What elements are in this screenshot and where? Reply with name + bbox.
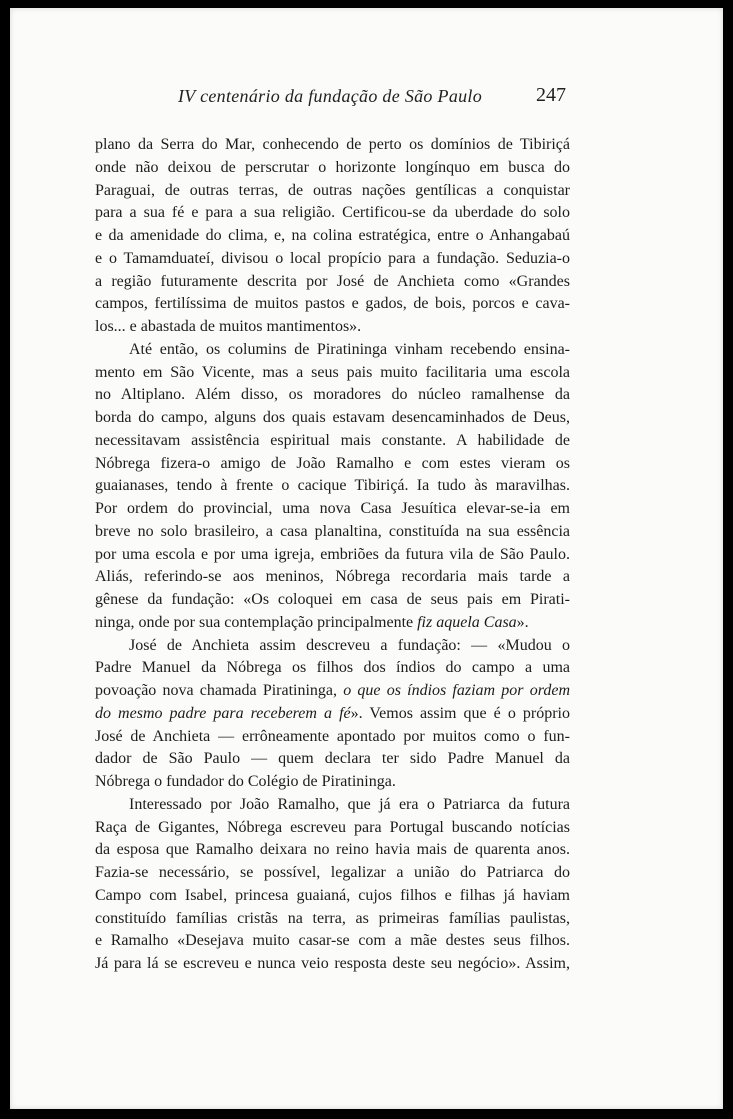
text-line: los... e abastada de muitos mantimentos».	[95, 318, 362, 335]
running-title: IV centenário da fundação de São Paulo	[178, 86, 483, 106]
text-line: a região futuramente descrita por José de Anchieta como «Grandes	[95, 272, 570, 290]
paragraph-start-line: José de Anchieta assim descreveu a fundação: — «Mudou o	[129, 636, 570, 654]
text-line: Padre Manuel da Nóbrega os filhos dos índios do campo a uma	[95, 659, 570, 677]
text-line: ninga, onde por sua contemplação principalmente fiz aquela Casa».	[95, 613, 529, 631]
text-line: Raça de Gigantes, Nóbrega escreveu para Portugal buscando notícias	[95, 818, 570, 836]
text-line: povoação nova chamada Piratininga, o que os índios faziam por ordem	[95, 682, 571, 699]
text-line: guaianases, tendo à frente o cacique Tibiriçá. Ia tudo às maravilhas.	[95, 477, 570, 495]
text-line: onde não deixou de perscrutar o horizonte longínquo em busca do	[95, 158, 570, 176]
text-line: do mesmo padre para receberem a fé». Vemos assim que é o próprio	[95, 704, 570, 722]
text-line: Aliás, referindo-se aos meninos, Nóbrega recordaria mais tarde a	[95, 568, 570, 586]
text-line: Campo com Isabel, princesa guaianá, cujos filhos e filhas já haviam	[95, 886, 570, 904]
text-line: Fazia-se necessário, se possível, legalizar a união do Patriarca do	[95, 864, 570, 881]
text-line: no Altiplano. Além disso, os moradores do núcleo ramalhense da	[95, 386, 570, 404]
italic-quote: fiz aquela Casa	[417, 613, 517, 631]
text-line: da esposa que Ramalho deixara no reino havia mais de quarenta anos.	[95, 841, 570, 859]
italic-quote: o que os índios faziam por ordem	[343, 682, 571, 699]
text-line: por uma escola e por uma igreja, embriões da futura vila de São Paulo.	[95, 545, 570, 563]
text-line: José de Anchieta — errôneamente apontado por muitos como o fun-	[95, 727, 570, 745]
text-line: Paraguai, de outras terras, de outras nações gentílicas a conquistar	[95, 181, 570, 199]
page-number: 247	[536, 84, 566, 106]
text-line: gênese da fundação: «Os coloquei em casa de seus pais em Pirati-	[95, 591, 570, 608]
text-line: Nóbrega o fundador do Colégio de Piratininga.	[95, 773, 396, 790]
text-line: e Ramalho «Desejava muito casar-se com a mãe destes seus filhos.	[95, 932, 570, 950]
text-line: breve no solo brasileiro, a casa planaltina, constituída na sua essência	[95, 522, 570, 540]
book-page	[10, 8, 723, 1109]
text-line: Nóbrega fizera-o amigo de João Ramalho e com estes vieram os	[95, 454, 570, 472]
text-line: borda do campo, alguns dos quais estavam desencaminhados de Deus,	[95, 409, 570, 426]
text-line: e da amenidade do clima, e, na colina estratégica, entre o Anhangabaú	[95, 227, 570, 244]
text-line: dador de São Paulo — quem declara ter sido Padre Manuel da	[95, 750, 570, 768]
page-header	[10, 84, 723, 108]
text-line: mento em São Vicente, mas a seus pais muito facilitaria uma escola	[95, 363, 570, 381]
text-line: necessitavam assistência espiritual mais constante. A habilidade de	[95, 431, 570, 449]
text-line: Por ordem do provincial, uma nova Casa Jesuítica elevar-se-ia em	[95, 500, 570, 517]
text-line: Já para lá se escreveu e nunca veio resposta deste seu negócio». Assim,	[95, 955, 570, 972]
text-line: campos, fertilíssima de muitos pastos e gados, de bois, porcos e cava-	[95, 295, 570, 313]
text-line: plano da Serra do Mar, conhecendo de perto os domínios de Tibiriçá	[95, 136, 570, 153]
italic-quote: do mesmo padre para receberem a fé	[95, 704, 351, 722]
text-line: para a sua fé e para a sua religião. Certificou-se da uberdade do solo	[95, 204, 570, 222]
paragraph-start-line: Interessado por João Ramalho, que já era o Patriarca da futura	[129, 795, 570, 813]
text-line: constituído famílias cristãs na terra, as primeiras famílias paulistas,	[95, 909, 570, 927]
body-text	[95, 134, 570, 976]
paragraph-start-line: Até então, os columins de Piratininga vinham recebendo ensina-	[129, 340, 570, 358]
text-line: e o Tamamduateí, divisou o local propício para a fundação. Seduzia-o	[95, 249, 570, 267]
